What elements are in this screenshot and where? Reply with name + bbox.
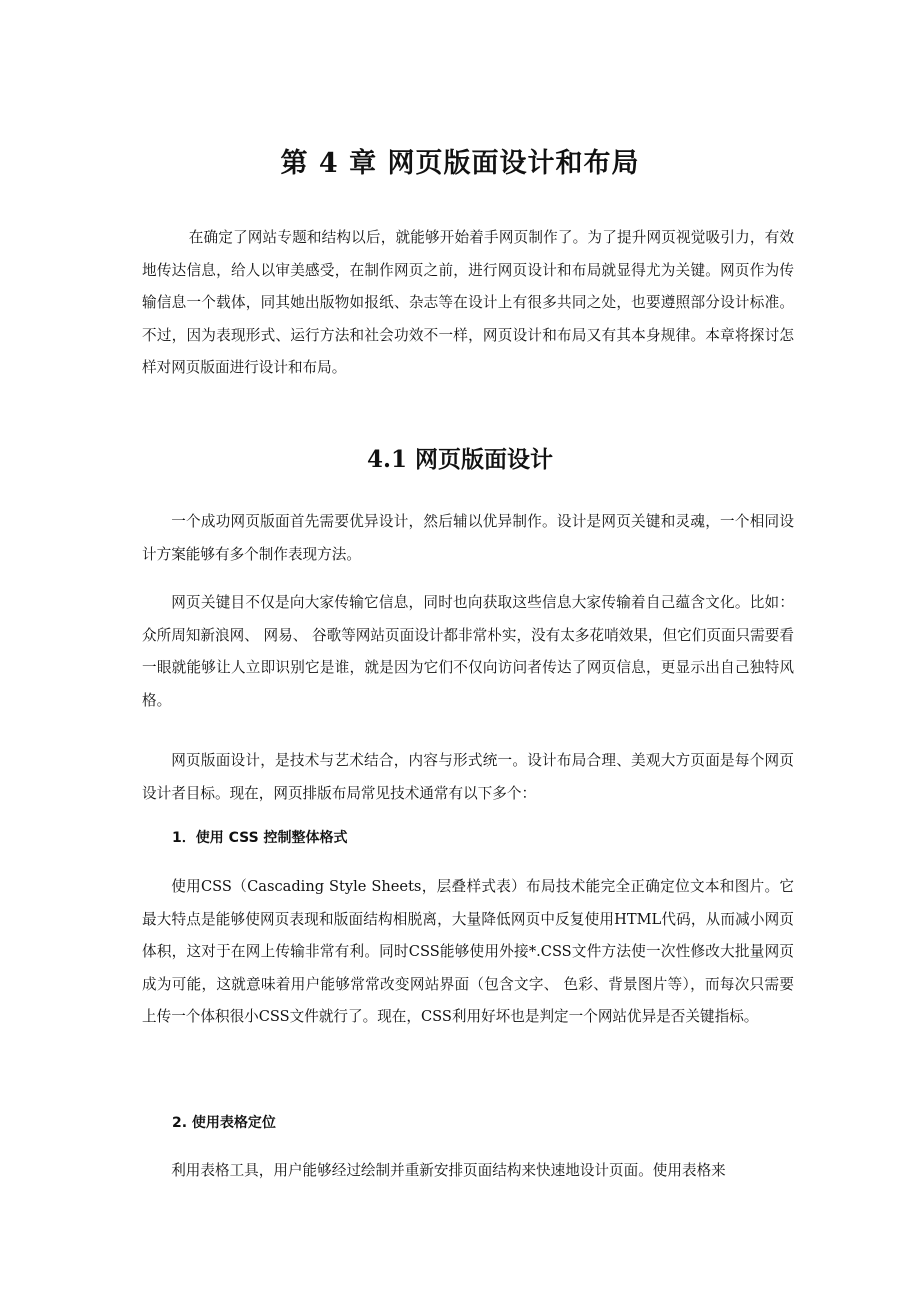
subheading-css: 1．使用 CSS 控制整体格式: [172, 830, 348, 846]
intro-paragraph: 在确定了网站专题和结构以后，就能够开始着手网页制作了。为了提升网页视觉吸引力，有效地传达信息，给人以审美感受，在制作网页之前，进行网页设计和布局就显得尤为关键。网页作为传输信息一个载体，同其她出版物如报纸、杂志等在设计上有很多共同之处，也要遵照部分设计标准。不过，因为表现形式、运行方法和社会功效不一样，网页设计和布局又有其本身规律。本章将探讨怎样对网页版面进行设计和布局。: [142, 229, 794, 377]
body-paragraph-3: 网页版面设计，是技术与艺术结合，内容与形式统一。设计布局合理、美观大方页面是每个网页设计者目标。现在，网页排版布局常见技术通常有以下多个：: [142, 752, 794, 802]
subheading-table: 2. 使用表格定位: [172, 1115, 276, 1131]
body-paragraph-2: 网页关键目不仅是向大家传输它信息，同时也向获取这些信息大家传输着自己蕴含文化。比如：众所周知新浪网、 网易、 谷歌等网站页面设计都非常朴实，没有太多花哨效果，但它们页面只需要看一眼就能够让人立即识别它是谁，就是因为它们不仅向访问者传达了网页信息，更显示出自己独特风格。: [142, 594, 794, 709]
css-paragraph: 使用CSS（Cascading Style Sheets，层叠样式表）布局技术能完全正确定位文本和图片。它最大特点是能够使网页表现和版面结构相脱离，大量降低网页中反复使用HTML代码，从而减小网页体积，这对于在网上传输非常有利。同时CSS能够使用外接*.CSS文件方法使一次性修改大批量网页成为可能，这就意味着用户能够常常改变网站界面（包含文字、 色彩、背景图片等），而每次只需要上传一个体积很小CSS文件就行了。现在，CSS利用好坏也是判定一个网站优异是否关键指标。: [142, 878, 794, 1026]
chapter-title: 第 4 章 网页版面设计和布局: [280, 148, 640, 179]
table-paragraph: 利用表格工具，用户能够经过绘制并重新安排页面结构来快速地设计页面。使用表格来: [171, 1162, 726, 1179]
section-title: 4.1 网页版面设计: [366, 446, 554, 473]
body-paragraph-1: 一个成功网页版面首先需要优异设计，然后辅以优异制作。设计是网页关键和灵魂，一个相同设计方案能够有多个制作表现方法。: [142, 513, 794, 563]
